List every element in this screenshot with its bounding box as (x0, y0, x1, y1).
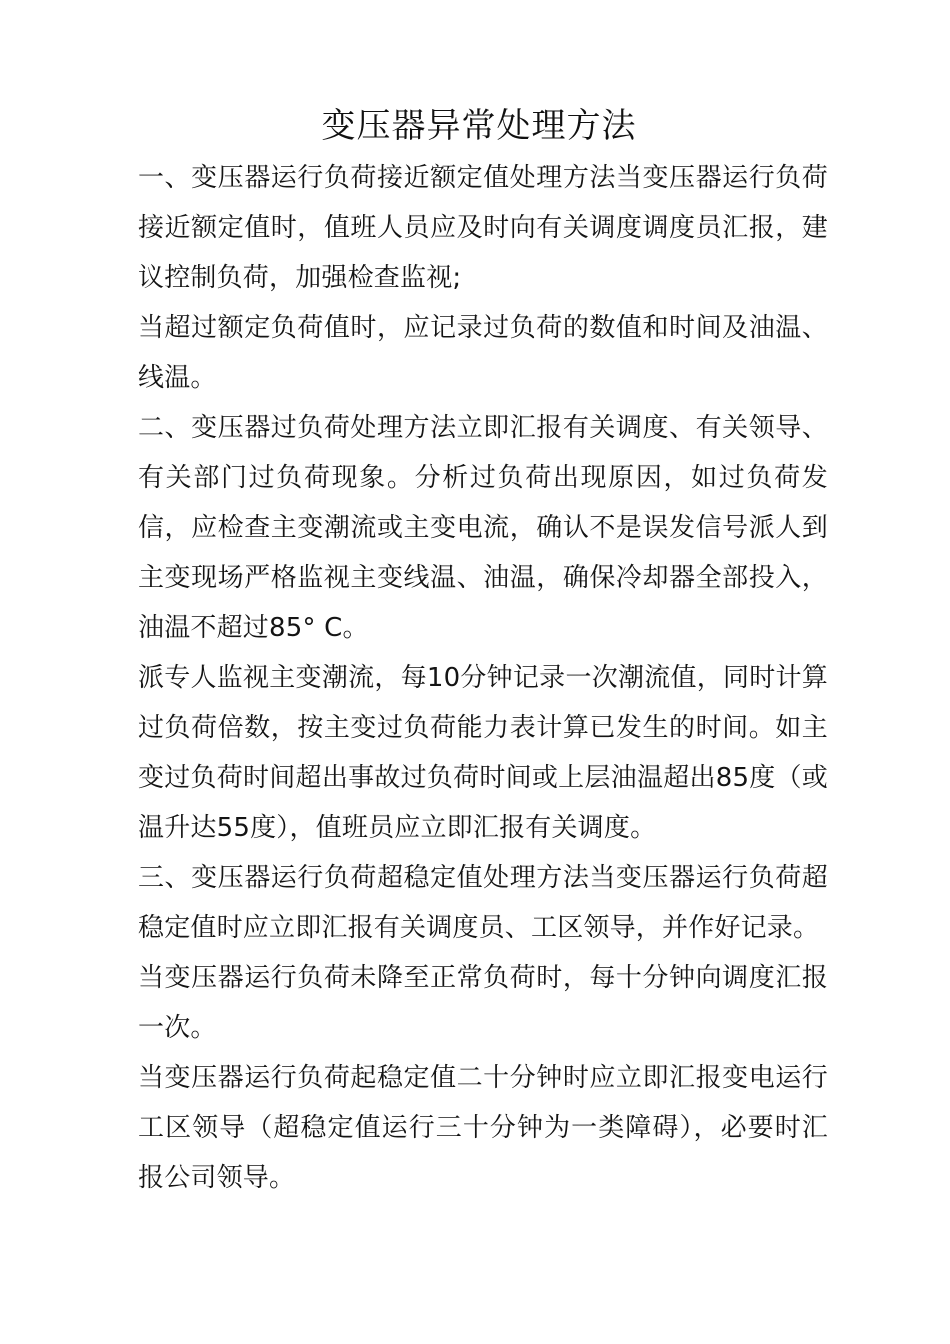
document-title: 变压器异常处理方法 (321, 106, 637, 146)
document-body (138, 153, 828, 1203)
paragraph-overload-record: 当超过额定负荷值时，应记录过负荷的数值和时间及油温、线温。 (138, 313, 828, 393)
paragraph-report-interval: 当变压器运行负荷未降至正常负荷时，每十分钟向调度汇报一次。 (138, 963, 828, 1043)
paragraph-section-3: 三、变压器运行负荷超稳定值处理方法当变压器运行负荷超稳定值时应立即汇报有关调度员、工区领导，并作好记录。 (138, 863, 828, 943)
paragraph-monitoring: 派专人监视主变潮流，每10分钟记录一次潮流值，同时计算过负荷倍数，按主变过负荷能力表计算已发生的时间。如主变过负荷时间超出事故过负荷时间或上层油温超出85度（或温升达55度），值班员应立即汇报有关调度。 (138, 663, 828, 843)
paragraph-escalation: 当变压器运行负荷起稳定值二十分钟时应立即汇报变电运行工区领导（超稳定值运行三十分钟为一类障碍），必要时汇报公司领导。 (138, 1063, 828, 1193)
paragraph-section-2: 二、变压器过负荷处理方法立即汇报有关调度、有关领导、有关部门过负荷现象。分析过负荷出现原因，如过负荷发信，应检查主变潮流或主变电流，确认不是误发信号派人到主变现场严格监视主变线温、油温，确保冷却器全部投入，油温不超过85° C。 (138, 413, 828, 643)
paragraph-section-1: 一、变压器运行负荷接近额定值处理方法当变压器运行负荷接近额定值时，值班人员应及时向有关调度调度员汇报，建议控制负荷，加强检查监视; (138, 163, 828, 293)
